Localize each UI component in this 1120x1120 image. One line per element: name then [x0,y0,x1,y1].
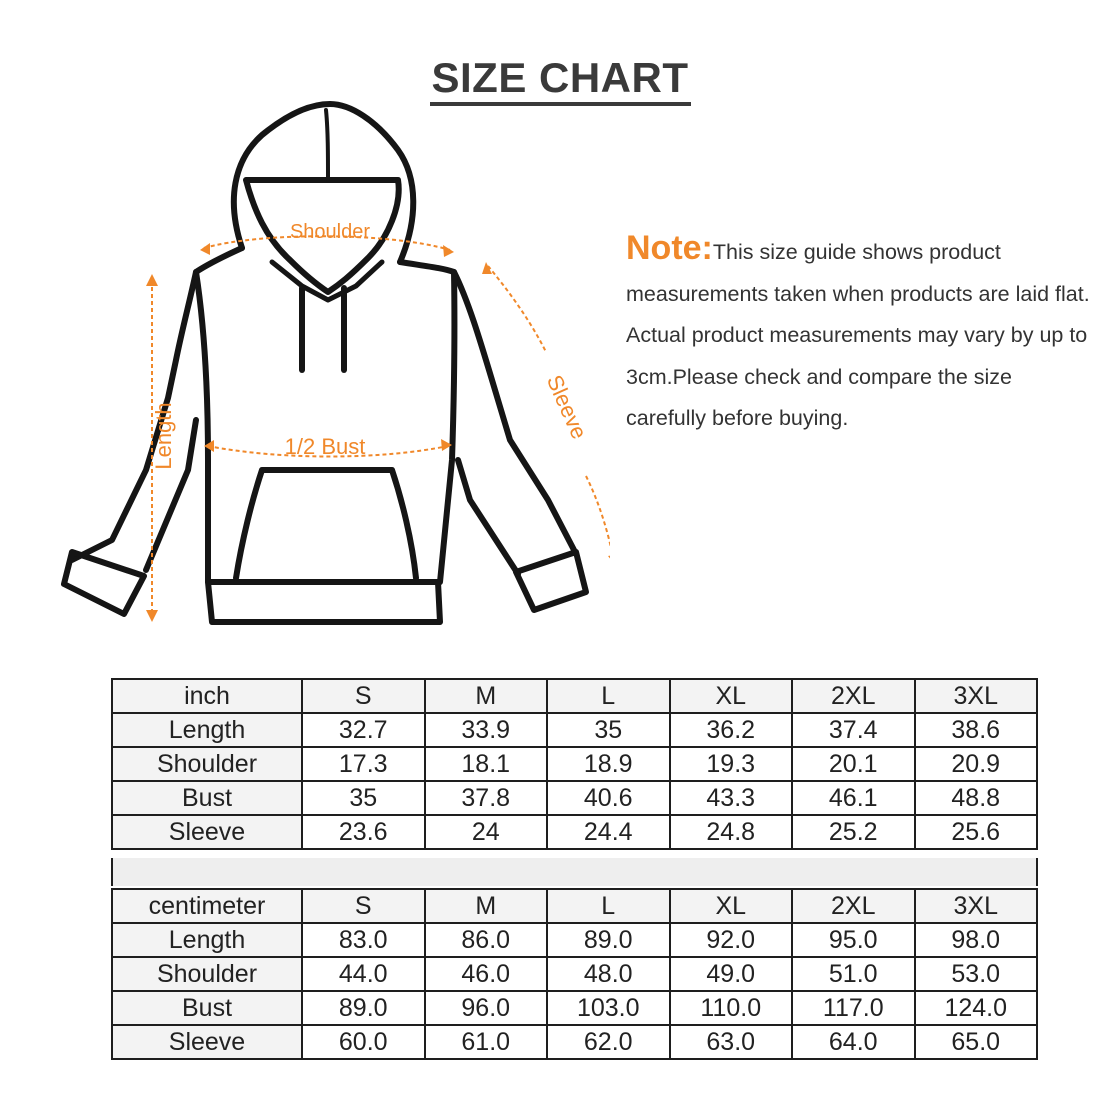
hoodie-diagram [50,90,610,650]
table-cell: 25.6 [915,815,1038,849]
size-header: M [425,679,548,713]
table-row [112,1025,1037,1059]
table-cell: 35 [547,713,670,747]
table-cell: 61.0 [425,1025,548,1059]
centimeter-size-table [111,888,1038,1060]
size-header: 2XL [792,679,915,713]
row-label: Sleeve [112,815,302,849]
table-cell: 40.6 [547,781,670,815]
unit-label: centimeter [112,889,302,923]
table-row [112,815,1037,849]
table-cell: 24.4 [547,815,670,849]
table-cell: 48.8 [915,781,1038,815]
page-title: SIZE CHART [0,54,1120,106]
size-header: L [547,889,670,923]
table-cell: 18.1 [425,747,548,781]
row-label: Sleeve [112,1025,302,1059]
size-header: 3XL [915,679,1038,713]
table-cell: 46.1 [792,781,915,815]
table-divider [111,858,1038,886]
table-cell: 44.0 [302,957,425,991]
table-cell: 89.0 [547,923,670,957]
table-cell: 124.0 [915,991,1038,1025]
table-cell: 36.2 [670,713,793,747]
table-cell: 43.3 [670,781,793,815]
table-row [112,781,1037,815]
table-cell: 33.9 [425,713,548,747]
table-cell: 65.0 [915,1025,1038,1059]
table-cell: 86.0 [425,923,548,957]
table-row [112,991,1037,1025]
row-label: Shoulder [112,747,302,781]
row-label: Length [112,713,302,747]
table-cell: 83.0 [302,923,425,957]
table-cell: 23.6 [302,815,425,849]
table-cell: 48.0 [547,957,670,991]
table-cell: 51.0 [792,957,915,991]
size-header: L [547,679,670,713]
bust-label: 1/2 Bust [284,434,366,459]
table-cell: 117.0 [792,991,915,1025]
table-cell: 60.0 [302,1025,425,1059]
table-cell: 37.4 [792,713,915,747]
right-cuff [516,552,586,610]
table-cell: 38.6 [915,713,1038,747]
table-cell: 63.0 [670,1025,793,1059]
table-cell: 46.0 [425,957,548,991]
row-label: Shoulder [112,957,302,991]
table-cell: 37.8 [425,781,548,815]
table-cell: 25.2 [792,815,915,849]
inch-size-table [111,678,1038,850]
table-cell: 35 [302,781,425,815]
size-header: XL [670,679,793,713]
table-cell: 32.7 [302,713,425,747]
table-cell: 19.3 [670,747,793,781]
shoulder-label: Shoulder [289,221,371,243]
body-right-outline [400,262,574,550]
sleeve-guide [488,266,546,352]
table-cell: 89.0 [302,991,425,1025]
table-header-row [112,889,1037,923]
table-row [112,923,1037,957]
size-header: 2XL [792,889,915,923]
table-cell: 53.0 [915,957,1038,991]
table-cell: 110.0 [670,991,793,1025]
table-cell: 103.0 [547,991,670,1025]
row-label: Bust [112,991,302,1025]
table-cell: 62.0 [547,1025,670,1059]
unit-label: inch [112,679,302,713]
table-cell: 20.1 [792,747,915,781]
size-header: M [425,889,548,923]
size-header: XL [670,889,793,923]
table-cell: 24 [425,815,548,849]
table-cell: 64.0 [792,1025,915,1059]
kangaroo-pocket [236,470,416,578]
note-text: This size guide shows product measurements taken when products are laid flat. Actual product measurements may vary by up to 3cm.Please check and compare the size carefully before buying. [626,240,1090,430]
table-cell: 17.3 [302,747,425,781]
table-header-row [112,679,1037,713]
table-row [112,747,1037,781]
table-cell: 95.0 [792,923,915,957]
table-cell: 18.9 [547,747,670,781]
waistband [208,582,440,622]
table-cell: 20.9 [915,747,1038,781]
size-note [626,228,1096,440]
note-label: Note: [626,229,713,267]
row-label: Length [112,923,302,957]
table-row [112,713,1037,747]
size-header: S [302,889,425,923]
sleeve-label: Sleeve [541,371,592,443]
table-cell: 49.0 [670,957,793,991]
size-header: S [302,679,425,713]
table-row [112,957,1037,991]
size-header: 3XL [915,889,1038,923]
row-label: Bust [112,781,302,815]
table-cell: 98.0 [915,923,1038,957]
table-cell: 96.0 [425,991,548,1025]
table-cell: 92.0 [670,923,793,957]
length-label: Length [151,402,176,470]
table-cell: 24.8 [670,815,793,849]
